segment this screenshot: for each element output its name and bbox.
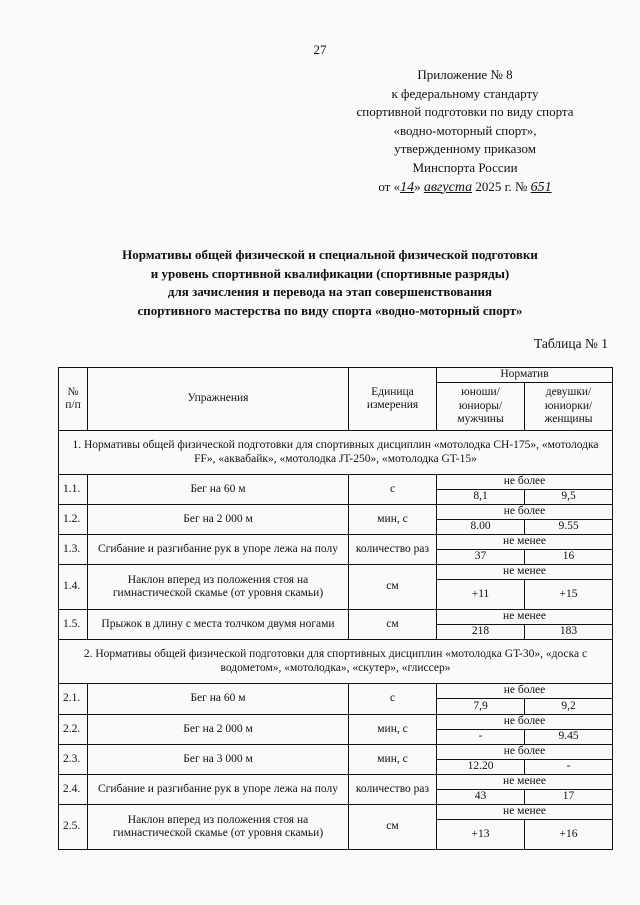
appendix-block: [330, 66, 600, 197]
value-girls: -: [525, 760, 613, 775]
table-row: [59, 684, 613, 699]
row-number: 1.2.: [59, 505, 88, 535]
unit-cell: мин, с: [349, 505, 437, 535]
value-girls: 9,2: [525, 699, 613, 715]
criterion-cell: не более: [437, 475, 613, 490]
value-girls: 17: [525, 790, 613, 805]
value-boys: 37: [437, 550, 525, 565]
table-row: [59, 715, 613, 730]
section-row: [59, 431, 613, 475]
appendix-line: к федеральному стандарту: [391, 85, 539, 101]
exercise-name: Сгибание и разгибание рук в упоре лежа на полу: [88, 535, 349, 565]
value-boys: 8,1: [437, 490, 525, 505]
row-number: 2.1.: [59, 684, 88, 715]
value-boys: 8.00: [437, 520, 525, 535]
row-number: 1.4.: [59, 565, 88, 610]
value-boys: 12.20: [437, 760, 525, 775]
exercise-name: Наклон вперед из положения стоя на гимнастической скамье (от уровня скамьи): [88, 565, 349, 610]
unit-cell: количество раз: [349, 775, 437, 805]
appendix-line: Приложение № 8: [417, 67, 513, 82]
header-unit: Единица измерения: [349, 368, 437, 431]
exercise-name: Бег на 2 000 м: [88, 715, 349, 745]
value-girls: +16: [525, 820, 613, 850]
exercise-name: Прыжок в длину с места толчком двумя ногами: [88, 610, 349, 640]
table-row: [59, 745, 613, 760]
header-girls: девушки/ юниорки/ женщины: [525, 383, 613, 431]
row-number: 2.4.: [59, 775, 88, 805]
unit-cell: с: [349, 684, 437, 715]
value-boys: +13: [437, 820, 525, 850]
order-day: 14: [400, 179, 415, 195]
exercise-name: Бег на 60 м: [88, 684, 349, 715]
appendix-line: «водно-моторный спорт»,: [393, 122, 537, 138]
order-date-line: от «14» августа 2025 г. № 651: [378, 178, 552, 195]
criterion-cell: не менее: [437, 535, 613, 550]
criterion-cell: не более: [437, 745, 613, 760]
appendix-line: спортивной подготовки по виду спорта: [356, 104, 574, 120]
value-girls: 9,5: [525, 490, 613, 505]
value-girls: +15: [525, 580, 613, 610]
page-number: 27: [313, 42, 327, 57]
row-number: 2.3.: [59, 745, 88, 775]
row-number: 2.2.: [59, 715, 88, 745]
exercise-name: Сгибание и разгибание рук в упоре лежа на полу: [88, 775, 349, 805]
unit-cell: мин, с: [349, 715, 437, 745]
unit-cell: с: [349, 475, 437, 505]
value-boys: +11: [437, 580, 525, 610]
table-row: [59, 565, 613, 580]
exercise-name: Бег на 60 м: [88, 475, 349, 505]
value-girls: 183: [525, 625, 613, 640]
criterion-cell: не менее: [437, 775, 613, 790]
table-row: [59, 475, 613, 490]
criterion-cell: не менее: [437, 565, 613, 580]
unit-cell: мин, с: [349, 745, 437, 775]
unit-cell: см: [349, 610, 437, 640]
criterion-cell: не менее: [437, 805, 613, 820]
norms-table: [58, 367, 613, 850]
table-row: [59, 505, 613, 520]
value-boys: 7,9: [437, 699, 525, 715]
unit-cell: см: [349, 565, 437, 610]
header-exercise: Упражнения: [88, 368, 349, 431]
row-number: 1.5.: [59, 610, 88, 640]
table-row: [59, 805, 613, 820]
section-row: [59, 640, 613, 684]
table-row: [59, 775, 613, 790]
value-boys: 218: [437, 625, 525, 640]
value-boys: 43: [437, 790, 525, 805]
document-heading: Нормативы общей физической и специальной физической подготовки и уровень спортивной квалификации (спортивные разряды) для зачисления и перевода на этап совершенствования спортивного мастерства по виду спорта «водно-моторный спорт»: [122, 247, 538, 318]
row-number: 2.5.: [59, 805, 88, 850]
criterion-cell: не менее: [437, 610, 613, 625]
table-row: [59, 535, 613, 550]
order-month: августа: [423, 179, 473, 195]
row-number: 1.3.: [59, 535, 88, 565]
header-boys: юноши/ юниоры/ мужчины: [437, 383, 525, 431]
value-girls: 9.45: [525, 730, 613, 745]
criterion-cell: не более: [437, 715, 613, 730]
table-row: [59, 610, 613, 625]
appendix-line: утвержденному приказом: [394, 141, 536, 157]
row-number: 1.1.: [59, 475, 88, 505]
exercise-name: Бег на 3 000 м: [88, 745, 349, 775]
exercise-name: Бег на 2 000 м: [88, 505, 349, 535]
section-title: 1. Нормативы общей физической подготовки для спортивных дисциплин «мотолодка СН-175», «мотолодка FF», «аквабайк», «мотолодка JT-250», «мотолодка GT-15»: [59, 431, 613, 475]
exercise-name: Наклон вперед из положения стоя на гимнастической скамье (от уровня скамьи): [88, 805, 349, 850]
criterion-cell: не более: [437, 684, 613, 699]
header-norm: Норматив: [437, 368, 613, 383]
unit-cell: количество раз: [349, 535, 437, 565]
header-num: № п/п: [59, 368, 88, 431]
table-label: Таблица № 1: [534, 336, 608, 351]
section-title: 2. Нормативы общей физической подготовки для спортивных дисциплин «мотолодка GT-30», «доска с водометом», «мотолодка», «скутер», «глиссер»: [59, 640, 613, 684]
appendix-line: Минспорта России: [412, 159, 518, 175]
value-girls: 9.55: [525, 520, 613, 535]
unit-cell: см: [349, 805, 437, 850]
criterion-cell: не более: [437, 505, 613, 520]
order-number: 651: [530, 179, 552, 195]
value-girls: 16: [525, 550, 613, 565]
value-boys: -: [437, 730, 525, 745]
